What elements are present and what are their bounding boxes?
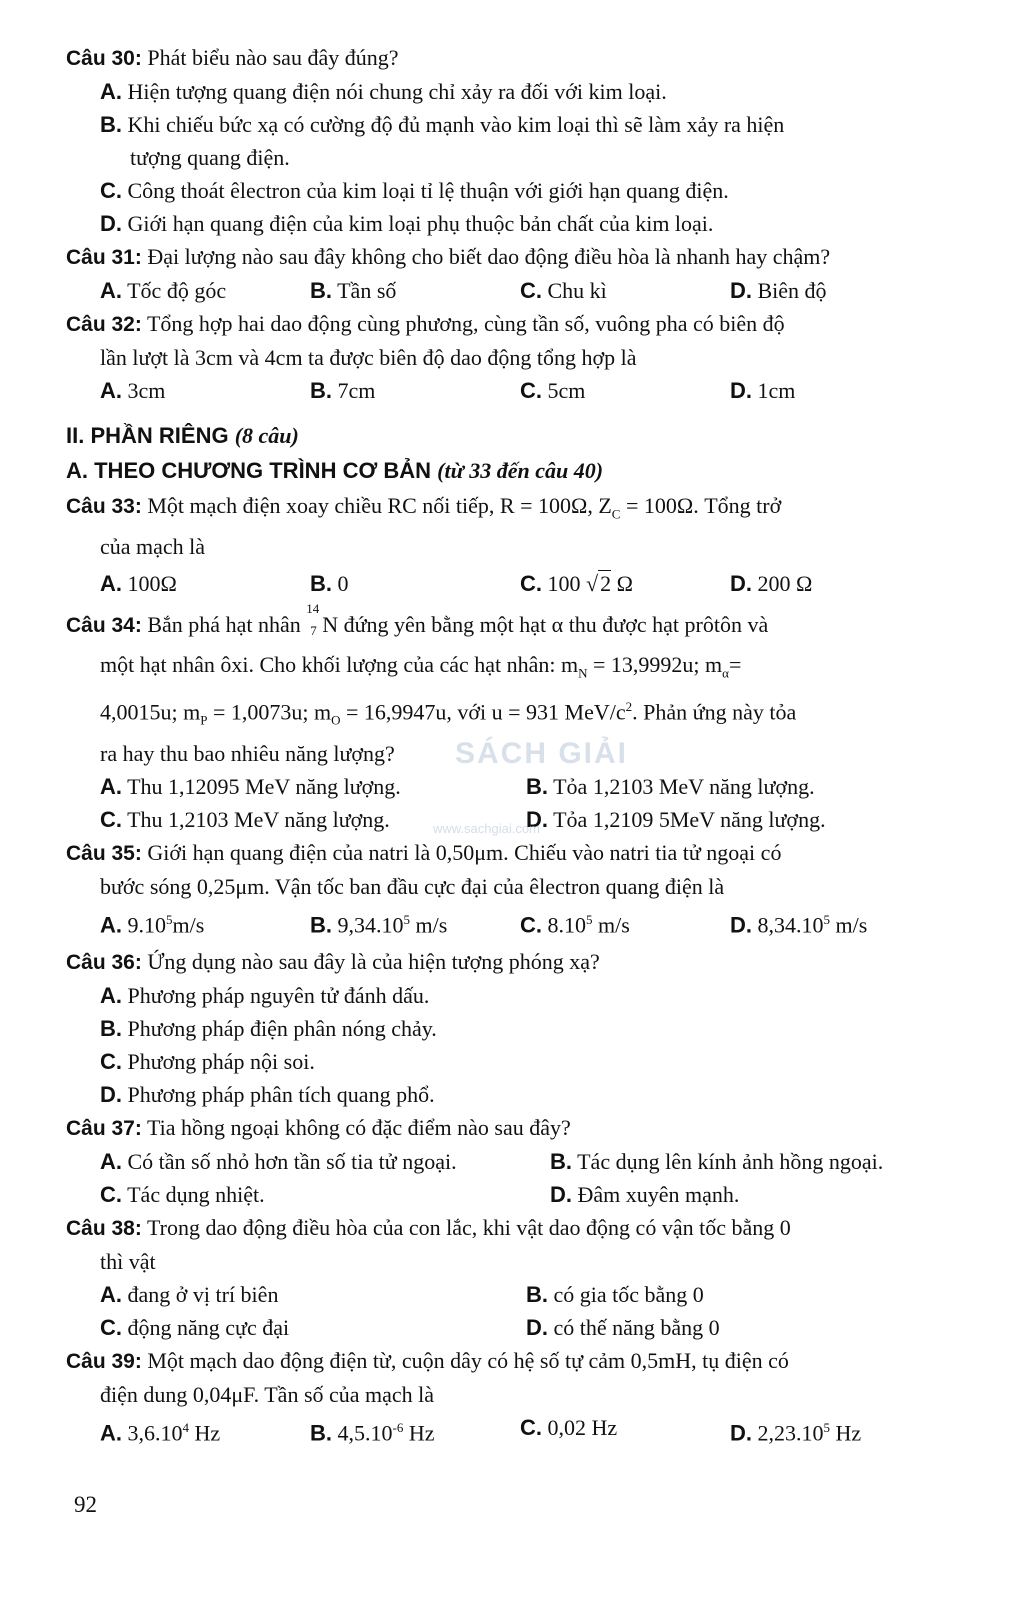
- option-c: C. Thu 1,2103 MeV năng lượng.: [100, 806, 390, 832]
- option-a: A. Thu 1,12095 MeV năng lượng.: [100, 773, 401, 799]
- option-d: D. Tỏa 1,2109 5MeV năng lượng.: [526, 806, 826, 832]
- options-row: [66, 1312, 966, 1343]
- option-d: D. 200 Ω: [730, 571, 813, 597]
- option-c: C. Tác dụng nhiệt.: [100, 1181, 265, 1207]
- question-text: Phát biểu nào sau đây đúng?: [147, 45, 399, 70]
- option-c: C. Chu kì: [520, 278, 607, 303]
- section-heading: II. PHẦN RIÊNG (8 câu): [66, 423, 299, 448]
- option-b: B. 0: [310, 571, 349, 597]
- options-row: [66, 568, 966, 599]
- option-d: D. Giới hạn quang điện của kim loại phụ thuộc bản chất của kim loại.: [100, 211, 714, 236]
- option-b: B. Tần số: [310, 278, 397, 303]
- option-b-continued: tượng quang điện.: [130, 145, 290, 170]
- option-b: B. Tác dụng lên kính ảnh hồng ngoại.: [550, 1148, 884, 1174]
- question-39: Câu 39: Một mạch dao động điện từ, cuộn dây có hệ số tự cảm 0,5mH, tụ điện có điện dung 0,04μF. Tần số của mạch là A. 3,6.10$^4$ Hz B. $4,5.10^{-6}$ Hz C. 0,02 Hz D. 2,23.10$^5$ Hz: [66, 1345, 966, 1448]
- question-32: Câu 32: Tổng hợp hai dao động cùng phương, cùng tần số, vuông pha có biên độ lần lượt là 3cm và 4cm ta được biên độ dao động tổng hợp là A. 3cm B. 7cm C. 5cm D. 1cm: [66, 308, 966, 406]
- options-row: [66, 275, 966, 306]
- option-d: D. có thế năng bằng 0: [526, 1314, 720, 1340]
- option-c: C. 5cm: [520, 378, 586, 403]
- watermark-logo: SÁCH GIẢI: [455, 737, 629, 770]
- question-37: Câu 37: Tia hồng ngoại không có đặc điểm nào sau đây? A. Có tần số nhỏ hơn tần số tia tử ngoại. B. Tác dụng lên kính ảnh hồng ngoại. C. Tác dụng nhiệt. D. Đâm xuyên mạnh.: [66, 1112, 966, 1210]
- question-35: Câu 35: Giới hạn quang điện của natri là 0,50μm. Chiếu vào natri tia tử ngoại có bước sóng 0,25μm. Vận tốc ban đầu cực đại của êlectron quang điện là A. 9.10$^5$m/s B. 9,34.10$^5$ m/s C. 8.10$^5$ m/s D. 8,34.10$^5$ m/s: [66, 837, 966, 940]
- option-c: C. 100 √2 Ω: [520, 571, 633, 597]
- option-d: D. 8,34.10$^5$ m/s: [730, 911, 868, 937]
- page-number: 92: [74, 1492, 97, 1517]
- option-a: A. Phương pháp nguyên tử đánh dấu.: [100, 982, 430, 1008]
- option-a: A. Hiện tượng quang điện nói chung chỉ xảy ra đối với kim loại.: [100, 79, 667, 104]
- question-30: [66, 42, 966, 239]
- option-d: D. 2,23.10$^5$ Hz: [730, 1419, 862, 1446]
- option-a: A. đang ở vị trí biên: [100, 1281, 279, 1307]
- option-c: C. Công thoát êlectron của kim loại tỉ lệ thuận với giới hạn quang điện.: [100, 178, 729, 203]
- option-b: B. Khi chiếu bức xạ có cường độ đủ mạnh vào kim loại thì sẽ làm xảy ra hiện: [100, 112, 785, 137]
- question-33: Câu 33: Một mạch điện xoay chiều RC nối tiếp, R = 100Ω, $Z_C = 100\Omega$. Tổng trở của mạch là A. 100Ω B. 0 C. 100 √2 Ω D. 200 Ω: [66, 490, 966, 599]
- option-c: C. 8.10$^5$ m/s: [520, 911, 630, 937]
- option-a: A. 9.10$^5$m/s: [100, 911, 205, 937]
- question-36: Câu 36: Ứng dụng nào sau đây là của hiện tượng phóng xạ? A. Phương pháp nguyên tử đánh dấu. B. Phương pháp điện phân nóng chảy. C. Phương pháp nội soi. D. Phương pháp phân tích quang phổ.: [66, 946, 966, 1110]
- option-b: B. 7cm: [310, 378, 376, 403]
- option-a: A. Tốc độ góc: [100, 278, 227, 303]
- question-number: Câu 30:: [66, 47, 142, 70]
- watermark-url: www.sachgiai.com: [433, 821, 540, 836]
- option-c: C. Phương pháp nội soi.: [100, 1048, 315, 1074]
- option-d: D. Biên độ: [730, 278, 827, 303]
- option-b: B. Tỏa 1,2103 MeV năng lượng.: [526, 773, 815, 799]
- subsection-heading: A. THEO CHƯƠNG TRÌNH CƠ BẢN (từ 33 đến câu 40): [66, 458, 604, 483]
- option-a: A. 3cm: [100, 378, 166, 403]
- option-c: C. 0,02 Hz: [520, 1414, 618, 1440]
- options-row: [66, 904, 966, 940]
- option-c: C. động năng cực đại: [100, 1314, 290, 1340]
- option-b: B. $4,5.10^{-6}$ Hz: [310, 1419, 435, 1446]
- question-31: Câu 31: Đại lượng nào sau đây không cho biết dao động điều hòa là nhanh hay chậm? A. Tốc độ góc B. Tần số C. Chu kì D. Biên độ: [66, 241, 966, 306]
- option-d: D. Phương pháp phân tích quang phổ.: [100, 1081, 435, 1107]
- options-row: [66, 1412, 966, 1448]
- options-row: [66, 1146, 966, 1177]
- option-a: A. 3,6.10$^4$ Hz: [100, 1419, 221, 1446]
- options-row: [66, 1179, 966, 1210]
- options-row: [66, 771, 966, 802]
- options-row: [66, 375, 966, 406]
- options-row: [66, 1279, 966, 1310]
- option-d: D. 1cm: [730, 378, 796, 403]
- option-b: B. Phương pháp điện phân nóng chảy.: [100, 1015, 437, 1041]
- option-b: B. có gia tốc bằng 0: [526, 1281, 704, 1307]
- option-a: A. Có tần số nhỏ hơn tần số tia tử ngoại.: [100, 1148, 457, 1174]
- option-b: B. 9,34.10$^5$ m/s: [310, 911, 448, 937]
- question-38: Câu 38: Trong dao động điều hòa của con lắc, khi vật dao động có vận tốc bằng 0 thì vật A. đang ở vị trí biên B. có gia tốc bằng 0 C. động năng cực đại D. có thế năng bằng 0: [66, 1212, 966, 1343]
- option-d: D. Đâm xuyên mạnh.: [550, 1181, 740, 1207]
- question-34: Câu 34: Bắn phá hạt nhân 14 7 N đứng yên bằng một hạt α thu được hạt prôtôn và một hạt nhân ôxi. Cho khối lượng của các hạt nhân: $m_N = 13,9992u$; $m_\alpha=$ 4,0015u; $m_P = 1,0073u$; $m_O = 16,9947u$, với u = 931 MeV/$c^2$. Phản ứng này tỏa ra hay thu bao nhiêu năng lượng? A. Thu 1,12095 MeV năng lượng. B. Tỏa 1,2103 MeV năng lượng. C. Thu 1,2103 MeV năng lượng. D. Tỏa 1,2109 5MeV năng lượng.: [66, 609, 966, 834]
- option-a: A. 100Ω: [100, 571, 177, 597]
- nuclide-symbol: 14 7: [306, 601, 320, 639]
